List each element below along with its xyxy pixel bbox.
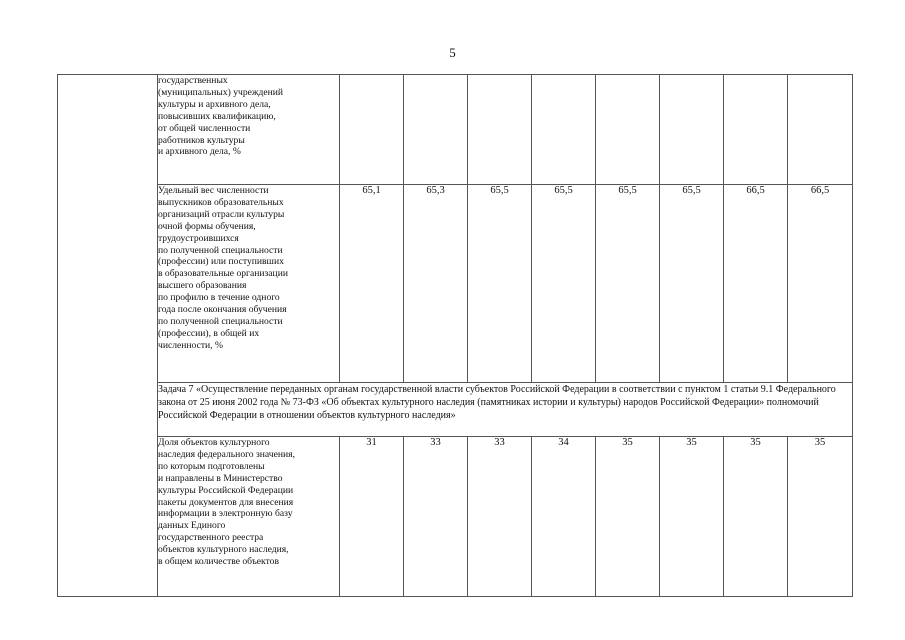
- value-cell: 65,5: [596, 185, 660, 383]
- value-cell: 65,1: [340, 185, 404, 383]
- value-cell: [404, 75, 468, 185]
- table-row: [58, 185, 853, 383]
- indicator-text: государственных (муниципальных) учреждений культуры и архивного дела, повысивших квалификацию, от общей численности работников культуры и архивного дела, %: [158, 75, 284, 158]
- value-cell: 33: [468, 437, 532, 597]
- indicator-cell: [158, 437, 340, 597]
- task-row: [58, 383, 853, 437]
- value-cell: [340, 75, 404, 185]
- table-row: [58, 75, 853, 185]
- value-cell: 35: [660, 437, 724, 597]
- value-cell: [660, 75, 724, 185]
- page-number: 5: [449, 45, 456, 60]
- value-cell: 65,5: [532, 185, 596, 383]
- value-cell: 35: [788, 437, 853, 597]
- row-number-cell: [58, 75, 158, 597]
- value-cell: [532, 75, 596, 185]
- value-cell: 66,5: [788, 185, 853, 383]
- value-cell: 65,5: [660, 185, 724, 383]
- value-cell: 65,3: [404, 185, 468, 383]
- value-cell: [468, 75, 532, 185]
- value-cell: 35: [596, 437, 660, 597]
- value-cell: 31: [340, 437, 404, 597]
- value-cell: 66,5: [724, 185, 788, 383]
- value-cell: 34: [532, 437, 596, 597]
- value-cell: 33: [404, 437, 468, 597]
- value-cell: 35: [724, 437, 788, 597]
- indicator-cell: [158, 75, 340, 185]
- value-cell: [788, 75, 853, 185]
- indicator-text: Удельный вес численности выпускников образовательных организаций отрасли культуры очной формы обучения, трудоустроившихся по полученной специальности (профессии) или поступивших в образовательные организации высшего образования по профилю в течение одного года после окончания обучения по полученной специальности (профессии), в общей их численности, %: [158, 185, 288, 351]
- indicator-cell: [158, 185, 340, 383]
- table-row: [58, 437, 853, 597]
- indicator-text: Доля объектов культурного наследия федерального значения, по которым подготовлены и направлены в Министерство культуры Российской Федерации пакеты документов для внесения информации в электронную базу данных Единого государственного реестра объектов культурного наследия, в общем количестве объектов: [158, 437, 295, 568]
- value-cell: [724, 75, 788, 185]
- value-cell: [596, 75, 660, 185]
- task-7-heading: Задача 7 «Осуществление переданных органам государственной власти субъектов Российской Федерации в соответствии с пунктом 1 статьи 9.1 Федерального закона от 25 июня 2002 года № 73-ФЗ «Об объектах культурного наследия (памятниках истории и культуры) народов Российской Федерации» полномочий Российской Федерации в отношении объектов культурного наследия»: [158, 383, 853, 437]
- value-cell: 65,5: [468, 185, 532, 383]
- indicators-table: [57, 74, 853, 597]
